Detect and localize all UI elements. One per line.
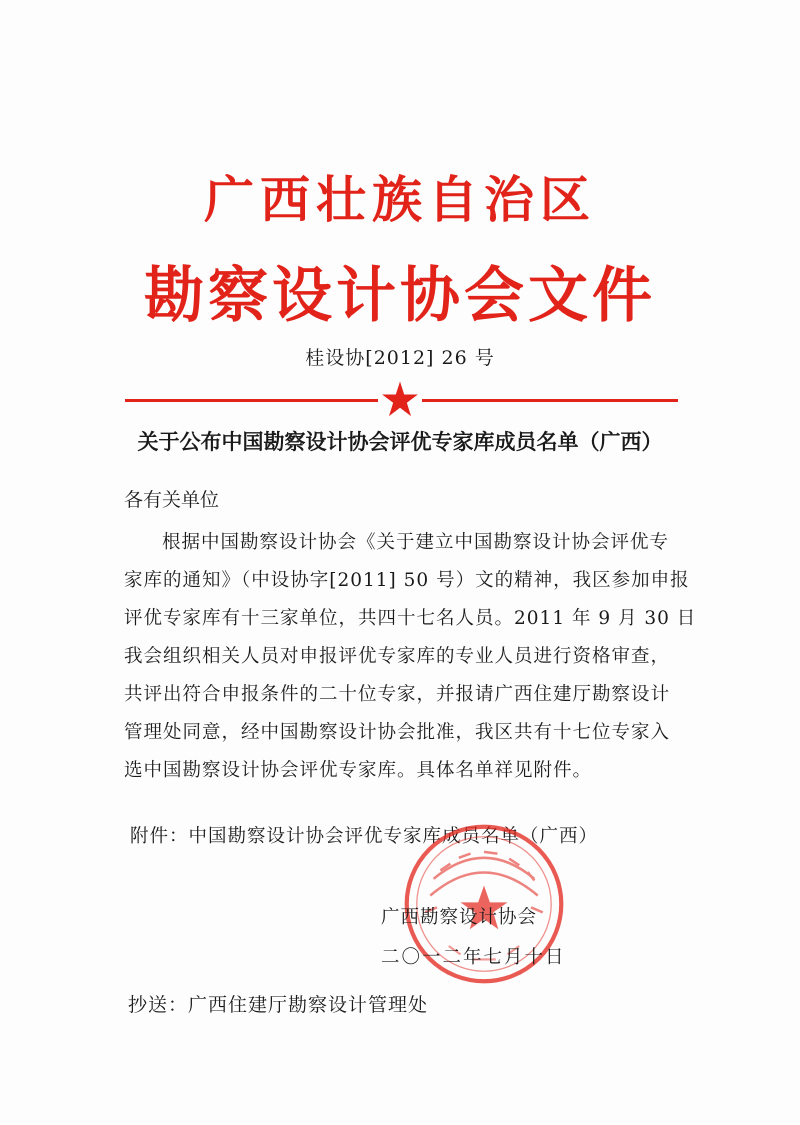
red-rule-right: [422, 399, 678, 402]
cc-line: 抄送：广西住建厅勘察设计管理处: [128, 994, 429, 1016]
signatory: 广西勘察设计协会: [381, 907, 538, 928]
body-line: 我会组织相关人员对申报评优专家库的专业人员进行资格审查，: [124, 646, 671, 667]
body-line: 家库的通知》（中设协字[2011] 50 号）文的精神，我区参加申报: [124, 570, 690, 591]
red-rule-left: [125, 399, 378, 402]
body-line: 共评出符合申报条件的二十位专家，并报请广西住建厅勘察设计: [124, 684, 671, 705]
attachment-line: 附件：中国勘察设计协会评优专家库成员名单（广西）: [130, 826, 599, 847]
document-number: 桂设协[2012] 26 号: [305, 347, 495, 369]
body-line: 管理处同意，经中国勘察设计协会批准，我区共有十七位专家入: [124, 722, 671, 743]
header-issuer-document: 勘察设计协会文件: [144, 261, 656, 331]
issue-date: 二〇一二年七月十日: [381, 947, 566, 968]
body-line: 评优专家库有十三家单位，共四十七名人员。2011 年 9 月 30 日: [124, 608, 697, 629]
body-line: 选中国勘察设计协会评优专家库。具体名单祥见附件。: [124, 760, 593, 781]
header-issuer-region: 广西壮族自治区: [204, 170, 596, 229]
body-paragraph: [124, 524, 697, 790]
document-title: 关于公布中国勘察设计协会评优专家库成员名单（广西）: [137, 430, 663, 454]
salutation: 各有关单位: [124, 489, 220, 511]
star-icon: [381, 380, 419, 418]
body-line: 根据中国勘察设计协会《关于建立中国勘察设计协会评优专: [162, 532, 670, 553]
